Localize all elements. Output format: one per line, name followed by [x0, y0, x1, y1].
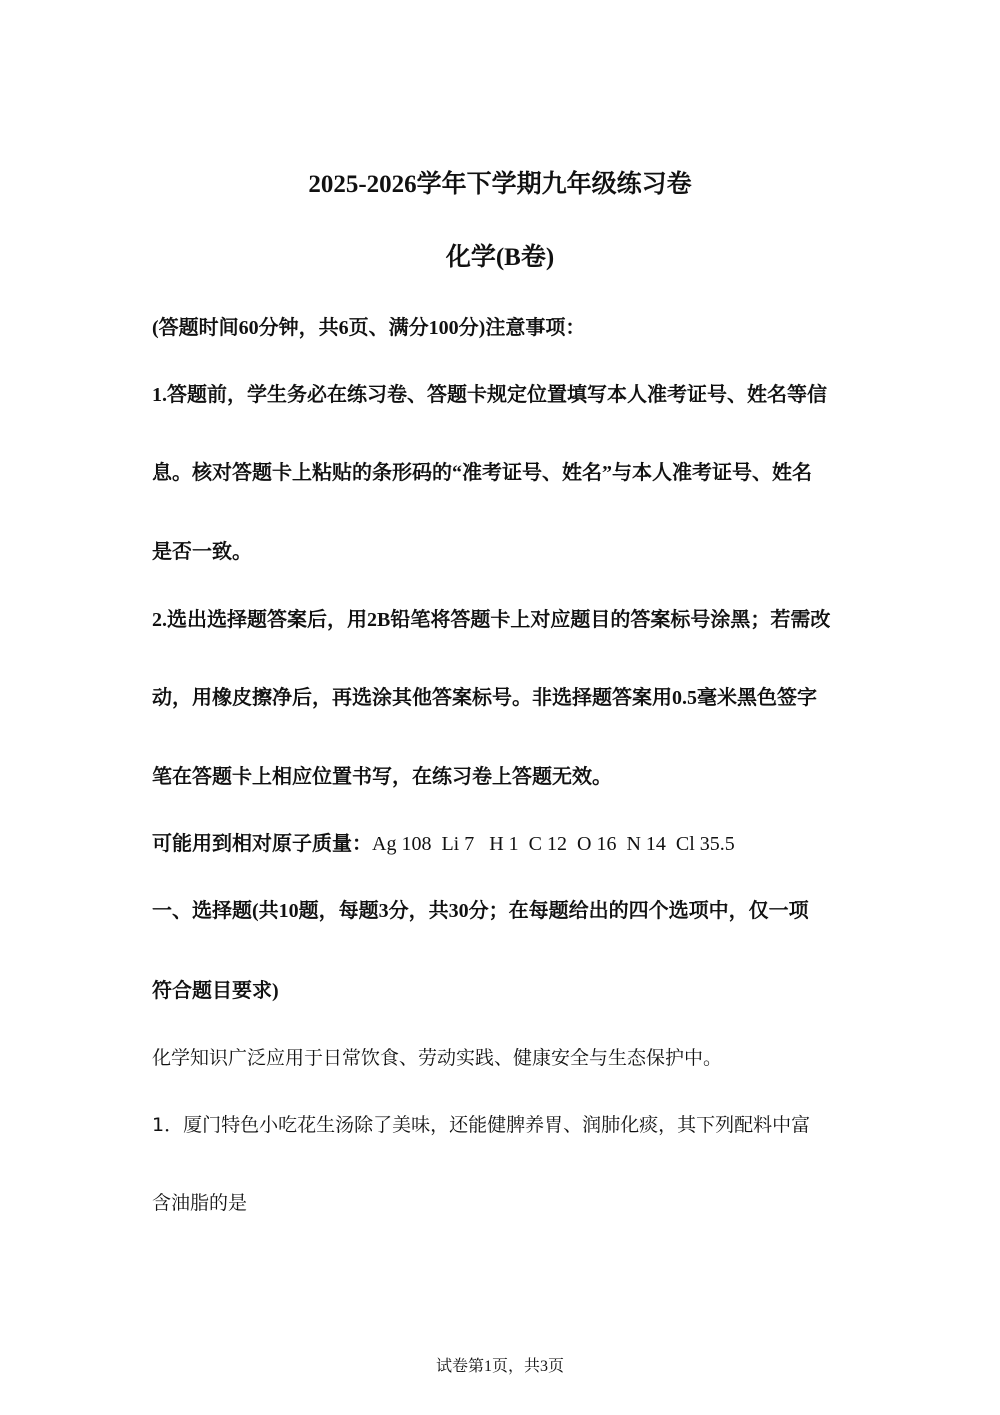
section-1-heading-line-2: 符合题目要求)	[152, 980, 279, 1002]
atomic-mass-label: 可能用到相对原子质量：	[152, 833, 372, 855]
notice-2-line-2: 动，用橡皮擦净后，再选涂其他答案标号。非选择题答案用0.5毫米黑色签字	[152, 687, 817, 709]
atomic-mass-line	[152, 830, 735, 858]
question-1-line-2: 含油脂的是	[152, 1192, 248, 1214]
notice-1-line-2: 息。核对答题卡上粘贴的条形码的“准考证号、姓名”与本人准考证号、姓名	[152, 462, 812, 484]
notice-1-line-3: 是否一致。	[152, 541, 252, 563]
section-intro: 化学知识广泛应用于日常饮食、劳动实践、健康安全与生态保护中。	[152, 1047, 723, 1069]
exam-subtitle: 化学(B卷)	[445, 244, 555, 271]
section-1-heading-line-1: 一、选择题(共10题，每题3分，共30分；在每题给出的四个选项中，仅一项	[152, 900, 809, 922]
notice-2-line-1: 2.选出选择题答案后，用2B铅笔将答题卡上对应题目的答案标号涂黑；若需改	[152, 609, 831, 631]
notice-2-line-3: 笔在答题卡上相应位置书写，在练习卷上答题无效。	[152, 766, 612, 788]
exam-info: (答题时间60分钟，共6页、满分100分)注意事项：	[152, 317, 586, 339]
question-1-line-1: 1．厦门特色小吃花生汤除了美味，还能健脾养胃、润肺化痰，其下列配料中富	[152, 1114, 811, 1136]
atomic-mass-values: Ag 108 Li 7 H 1 C 12 O 16 N 14 Cl 35.5	[372, 833, 735, 855]
page-footer: 试卷第1页，共3页	[435, 1358, 564, 1375]
notice-1-line-1: 1.答题前，学生务必在练习卷、答题卡规定位置填写本人准考证号、姓名等信	[152, 384, 827, 406]
exam-title: 2025-2026学年下学期九年级练习卷	[308, 171, 692, 198]
